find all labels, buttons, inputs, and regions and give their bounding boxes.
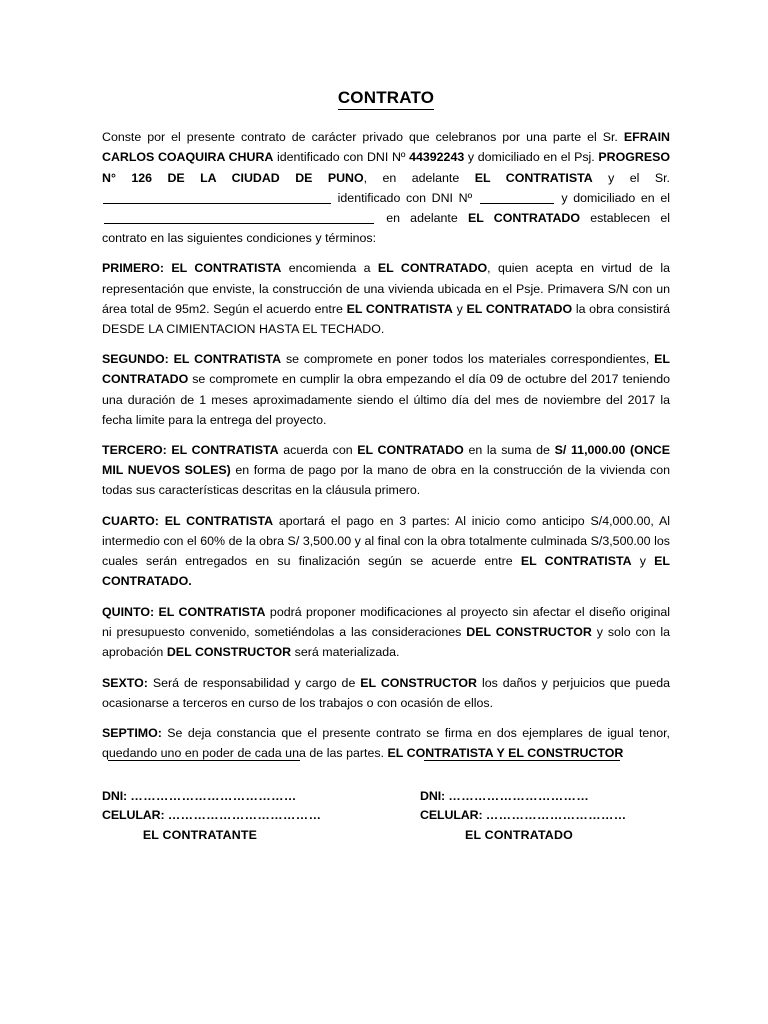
clause-cuarto [102,511,670,591]
clause-primero-part-1: encomienda a [281,261,378,276]
clause-segundo [102,349,670,429]
clause-septimo-part-0: SEPTIMO: [102,726,162,741]
clause-sexto-part-1: Será de responsabilidad y cargo de [147,675,361,690]
preamble-paragraph [102,127,670,248]
preamble-text-4: , en adelante [363,170,475,185]
signature-line-contratado[interactable] [424,760,620,761]
preamble-text-7: y domiciliado en el [555,190,670,205]
contratante-dni-dots: ………………………………… [130,789,297,803]
clause-segundo-part-3: se compromete en cumplir la obra empezando el día 09 de octubre del 2017 teniendo una duración de 1 meses aproximadamente siendo el último día del mes de noviembre del 2017 la fecha limite para la entrega del proyecto. [102,372,670,427]
clause-primero-part-5: y [452,301,467,316]
clause-cuarto-part-3: y [631,554,655,569]
preamble-text-2: identificado con DNI Nº [273,150,410,165]
preamble-text-5: y el Sr. [592,170,670,185]
clause-cuarto-part-2: EL CONTRATISTA [520,554,632,569]
clause-cuarto-part-4: EL CONTRATADO. [102,554,671,589]
contratado-celular-label: CELULAR: [420,807,483,822]
contratado-celular-field[interactable] [420,806,670,825]
clause-segundo-part-2: EL CONTRATADO [102,352,671,387]
clause-sexto-part-3: los daños y perjuicios que pueda ocasionarse a terceros en curso de los trabajos o con ocasión de ellos. [102,675,670,710]
signature-section [102,760,670,845]
clause-quinto-part-1: podrá proponer modificaciones al proyecto sin afectar el diseño original ni presupuesto convenido, sometiéndolas a las consideraciones [102,604,670,639]
clause-primero-part-3: , quien acepta en virtud de la representación que enviste, la construcción de una vivienda ubicada en el Psje. Primavera S/N con un área total de 95m2. Según el acuerdo entre [102,261,670,316]
clause-sexto-part-0: SEXTO: [102,675,148,690]
contratado-role-label: EL CONTRATADO [465,827,573,842]
role-contratista: EL CONTRATISTA [474,170,593,185]
signature-block-contratado [420,760,670,845]
clause-primero-part-2: EL CONTRATADO [377,261,488,276]
role-contratado: EL CONTRATADO [467,210,581,225]
clause-primero-part-6: EL CONTRATADO [466,301,573,316]
clause-sexto [102,673,670,713]
preamble-text-6: identificado con DNI Nº [332,190,478,205]
contratista-name: EFRAIN CARLOS COAQUIRA CHURA [102,130,670,165]
clause-segundo-part-1: se compromete en poner todos los materiales correspondientes, [281,352,655,367]
clause-septimo-part-2: EL CONTRATISTA Y EL CONSTRUCTOR [387,746,624,761]
clause-primero-part-4: EL CONTRATISTA [346,301,453,316]
clause-primero-part-7: la obra consistirá DESDE LA CIMIENTACION HASTA EL TECHADO. [102,301,671,336]
preamble-text-1: Conste por el presente contrato de carácter privado que celebranos por una parte el Sr. [102,130,624,145]
contratado-dni-dots: …………………………… [448,789,590,803]
contratado-dni-label: DNI: [420,789,446,803]
contratado-dni-field[interactable] [420,787,670,806]
contratante-dni-field[interactable] [102,787,352,806]
preamble-text-9: establecen el contrato en las siguientes condiciones y términos: [102,210,670,245]
clause-septimo-part-1: Se deja constancia que el presente contrato se firma en dos ejemplares de igual tenor, quedando uno en poder de cada una de las partes. [102,726,670,761]
page-title-text: CONTRATO [338,88,434,110]
clause-tercero-amount: S/ 11,000.00 (ONCE MIL NUEVOS SOLES) [102,443,670,478]
blank-field-contratado-address[interactable] [104,223,374,224]
signature-block-contratante [102,760,352,845]
contratista-address: PROGRESO N° 126 DE LA CIUDAD DE PUNO [102,150,671,185]
contratante-celular-dots: ……………………………… [167,807,322,822]
clause-quinto-part-0: QUINTO: EL CONTRATISTA [102,604,266,619]
signature-line-contratante[interactable] [108,760,300,761]
clause-quinto-part-3: y solo con la aprobación [102,624,671,660]
clause-quinto [102,602,670,662]
clause-quinto-part-5: será materializada. [291,645,400,660]
clause-quinto-part-4: DEL CONSTRUCTOR [166,645,292,660]
clause-cuarto-part-1: aportará el pago en 3 partes: Al inicio como anticipo S/4,000.00, Al intermedio con el 60% de la obra S/ 3,500.00 y al final con la obra totalmente culminada S/3,500.00 los cuales serán entregados en su finalización según se acuerde entre [102,513,671,569]
contratante-dni-label: DNI: [102,789,128,803]
preamble-text-8: en adelante [376,210,468,225]
blank-field-contratado-dni[interactable] [480,203,554,204]
clause-tercero-part-5: en forma de pago por la mano de obra en la construcción de la vivienda con todas sus características descritas en la cláusula primero. [102,463,670,498]
clause-septimo [102,723,670,763]
clause-sexto-part-2: EL CONSTRUCTOR [360,675,478,690]
contratante-celular-field[interactable] [102,806,352,825]
preamble-text-3: y domiciliado en el Psj. [464,150,599,165]
clause-tercero-part-0: TERCERO: EL CONTRATISTA [102,443,279,458]
clause-cuarto-part-0: CUARTO: EL CONTRATISTA [102,513,274,528]
page-title [102,88,670,110]
blank-field-contratado-name[interactable] [103,203,331,204]
clause-tercero-part-1: acuerda con [278,443,358,458]
contratante-celular-label: CELULAR: [102,807,165,822]
contratado-celular-dots: …………………………… [485,807,627,822]
contratante-role-label: EL CONTRATANTE [142,827,258,842]
clause-tercero-part-2: EL CONTRATADO [357,443,464,458]
clause-segundo-part-0: SEGUNDO: EL CONTRATISTA [102,352,282,367]
clause-primero [102,258,670,338]
clause-quinto-part-2: DEL CONSTRUCTOR [466,624,592,639]
clause-primero-part-0: PRIMERO: EL CONTRATISTA [102,261,282,276]
clause-tercero [102,440,670,500]
clause-tercero-part-3: en la suma de [463,443,555,458]
contratista-dni: 44392243 [409,150,465,165]
